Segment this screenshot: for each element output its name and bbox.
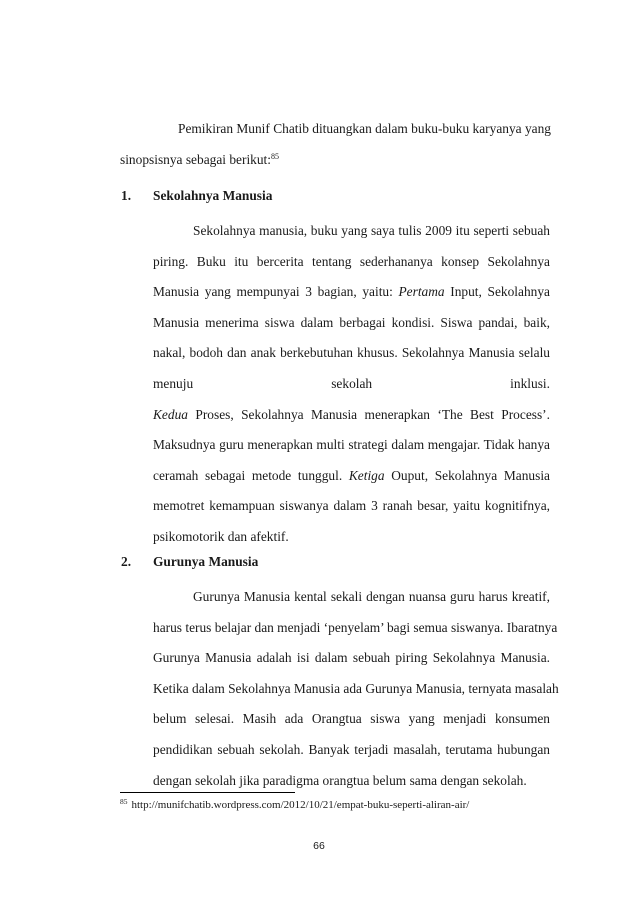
s1-line-10: memotret kemampuan siswanya dalam 3 ranah besar, yaitu kognitifnya, — [153, 498, 550, 514]
page-number: 66 — [313, 840, 325, 852]
s2-line-1: Gurunya Manusia kental sekali dengan nuansa guru harus kreatif, — [193, 589, 550, 604]
s1-line-3-italic: Pertama — [398, 284, 445, 300]
s1-line-7-b: Proses, Sekolahnya Manusia menerapkan ‘The Best Process’. — [187, 406, 550, 422]
s1-line-9-a: ceramah sebagai metode tunggul. — [153, 467, 349, 483]
s1-line-11: psikomotorik dan afektif. — [153, 528, 289, 544]
section-2-title: Gurunya Manusia — [153, 554, 259, 569]
intro-line-2 — [120, 145, 550, 176]
intro-paragraph — [120, 114, 550, 175]
s2-line-6: pendidikan sebuah sekolah. Banyak terjadi masalah, terutama hubungan — [153, 741, 550, 757]
section-1-number: 1. — [121, 188, 132, 203]
footnote — [120, 799, 469, 811]
footnote-divider — [120, 792, 295, 793]
s2-line-7: dengan sekolah jika paradigma orangtua belum sama dengan sekolah. — [153, 772, 527, 788]
s1-line-6-c: inklusi. — [510, 375, 550, 391]
s1-line-8: Maksudnya guru menerapkan multi strategi dalam mengajar. Tidak hanya — [153, 437, 550, 453]
s1-line-4: Manusia menerima siswa dalam berbagai kondisi. Siswa pandai, baik, — [153, 314, 550, 330]
s1-line-6-a: menuju — [153, 375, 194, 391]
s1-line-3-c: Input, Sekolahnya — [444, 284, 550, 300]
footnote-link[interactable]: http://munifchatib.wordpress.com/2012/10/21/empat-buku-seperti-aliran-air/ — [131, 799, 470, 811]
s2-line-2: harus terus belajar dan menjadi ‘penyelam’ bagi semua siswanya. Ibaratnya — [153, 619, 558, 635]
s1-line-2: piring. Buku itu bercerita tentang sederhananya konsep Sekolahnya — [153, 253, 550, 269]
section-2-heading — [121, 554, 258, 570]
s2-line-4: Ketika dalam Sekolahnya Manusia ada Gurunya Manusia, ternyata masalah — [153, 680, 559, 696]
section-1-heading — [121, 188, 272, 204]
s1-line-3-a: Manusia yang mempunyai 3 bagian, yaitu: — [153, 284, 399, 300]
section-2-number: 2. — [121, 554, 132, 569]
s1-line-9 — [153, 461, 550, 492]
s1-line-1: Sekolahnya manusia, buku yang saya tulis 2009 itu seperti sebuah — [193, 223, 550, 238]
section-1-body — [153, 216, 550, 553]
s1-line-7-italic: Kedua — [153, 406, 188, 422]
s1-line-9-italic: Ketiga — [348, 467, 385, 483]
footnote-reference: 85 — [271, 151, 279, 161]
s2-line-5: belum selesai. Masih ada Orangtua siswa yang menjadi konsumen — [153, 711, 550, 727]
s1-line-9-c: Ouput, Sekolahnya Manusia — [384, 467, 550, 483]
s1-line-3 — [153, 277, 550, 308]
footnote-number: 85 — [120, 797, 128, 806]
section-1-title: Sekolahnya Manusia — [153, 188, 273, 203]
s1-line-7 — [153, 400, 550, 431]
s1-line-5: nakal, bodoh dan anak berkebutuhan khusus. Sekolahnya Manusia selalu — [153, 345, 550, 361]
s2-line-3: Gurunya Manusia adalah isi dalam sebuah piring Sekolahnya Manusia. — [153, 650, 550, 666]
s1-line-6-b: sekolah — [331, 375, 373, 391]
s1-line-6 — [153, 369, 550, 400]
intro-line-2-text: sinopsisnya sebagai berikut: — [120, 151, 271, 167]
intro-line-1: Pemikiran Munif Chatib dituangkan dalam buku-buku karyanya yang — [178, 121, 551, 136]
section-2-body — [153, 582, 559, 796]
